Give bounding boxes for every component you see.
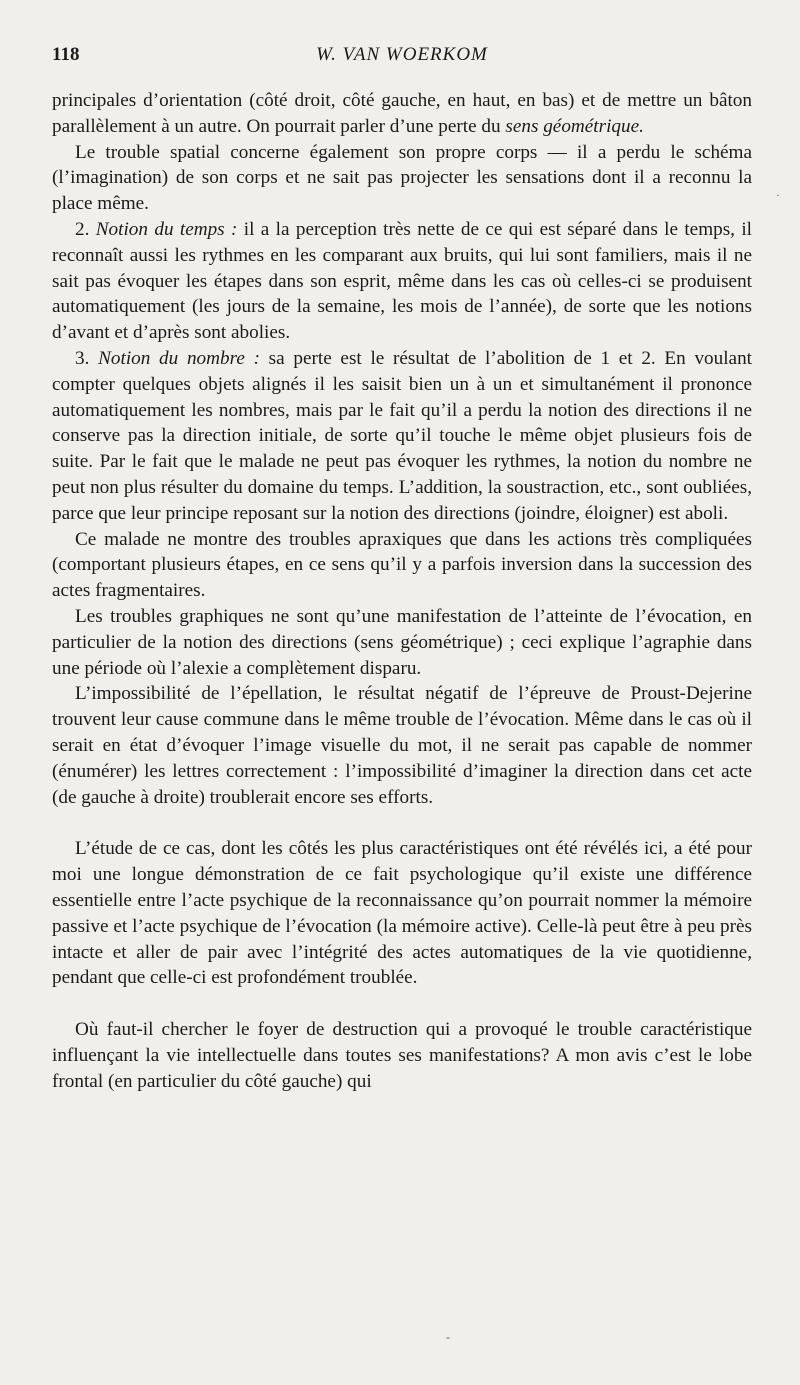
paragraph-notion-temps <box>52 217 752 346</box>
page-number: 118 <box>52 44 80 65</box>
item-number: 3. <box>75 347 99 369</box>
section-title: Notion du temps : <box>95 218 238 240</box>
running-head <box>52 44 752 74</box>
running-title: W. VAN WOERKOM <box>316 44 488 65</box>
speck-mark: - <box>446 1330 450 1344</box>
item-number: 2. <box>75 218 96 240</box>
paragraph-continued <box>52 88 752 140</box>
italic-term: sens géométrique. <box>505 115 644 137</box>
paragraph: Où faut-il chercher le foyer de destruction qui a provoqué le trouble caractéristique influençant la vie intellectuelle dans toutes ses manifestations? A mon avis c’est le lobe frontal (en particulier du côté gauche) qui <box>52 1019 752 1092</box>
section-title: Notion du nombre : <box>98 347 260 369</box>
paragraph-notion-nombre <box>52 346 752 527</box>
paragraph-text: il a la perception très nette de ce qui est séparé dans le temps, il reconnaît aussi les rythmes en les comparant aux bruits, qui lui sont familiers, mais il ne sait pas évoquer les étapes dans son esprit, même dans les cas où celles-ci se produisent automatiquement (les jours de la semaine, les mois de l’année), de sorte que les notions d’avant et d’après sont abolies. <box>52 218 752 344</box>
paragraph: L’étude de ce cas, dont les côtés les plus caractéristiques ont été révélés ici, a été pour moi une longue démonstration de ce fait psychologique qu’il existe une différence essentielle entre l’acte psychique de la reconnaissance qu’on pourrait nommer la mémoire passive et l’acte psychique de l’évocation (la mémoire active). Celle-là peut être à peu près intacte et aller de pair avec l’intégrité des actes automatiques de la vie quotidienne, pendant que celle-ci est profondément troublée. <box>52 838 752 989</box>
body-text <box>52 88 752 1094</box>
paragraph: L’impossibilité de l’épellation, le résultat négatif de l’épreuve de Proust-Dejerine trouvent leur cause commune dans le même trouble de l’évocation. Même dans le cas où il serait en état d’évoquer l’image visuelle du mot, il ne serait pas capable de nommer (énumérer) les lettres correctement : l’impossibilité d’imaginer la direction dans cet acte (de gauche à droite) troublerait encore ses efforts. <box>52 683 752 808</box>
book-page <box>52 44 752 1094</box>
section-gap <box>52 991 752 1017</box>
paragraph: Les troubles graphiques ne sont qu’une manifestation de l’atteinte de l’évocation, en particulier de la notion des directions (sens géométrique) ; ceci explique l’agraphie dans une période où l’alexie a complètement disparu. <box>52 605 752 679</box>
paragraph-text: principales d’orientation (côté droit, côté gauche, en haut, en bas) et de mettre un bâton parallèlement à un autre. On pourrait parler d’une perte du <box>52 90 752 137</box>
section-gap <box>52 810 752 836</box>
speck-mark: · <box>776 188 780 202</box>
paragraph: Ce malade ne montre des troubles apraxiques que dans les actions très compliquées (comportant plusieurs étapes, en ce sens qu’il y a parfois inversion dans la succession des actes fragmentaires. <box>52 528 752 602</box>
paragraph-text: sa perte est le résultat de l’abolition de 1 et 2. En voulant compter quelques objets alignés il les saisit bien un à un et simultanément il prononce automatiquement les nombres, mais par le fait qu’il a perdu la notion des directions il ne conserve pas la direction initiale, de sorte qu’il touche le même objet plusieurs fois de suite. Par le fait que le malade ne peut pas évoquer les rythmes, la notion du nombre ne peut non plus résulter du domaine du temps. L’addition, la soustraction, etc., sont oubliées, parce que leur principe reposant sur la notion des directions (joindre, éloigner) est aboli. <box>52 347 753 524</box>
paragraph: Le trouble spatial concerne également son propre corps — il a perdu le schéma (l’imagination) de son corps et ne sait pas projecter les sensations dont il a reconnu la place même. <box>52 141 752 215</box>
